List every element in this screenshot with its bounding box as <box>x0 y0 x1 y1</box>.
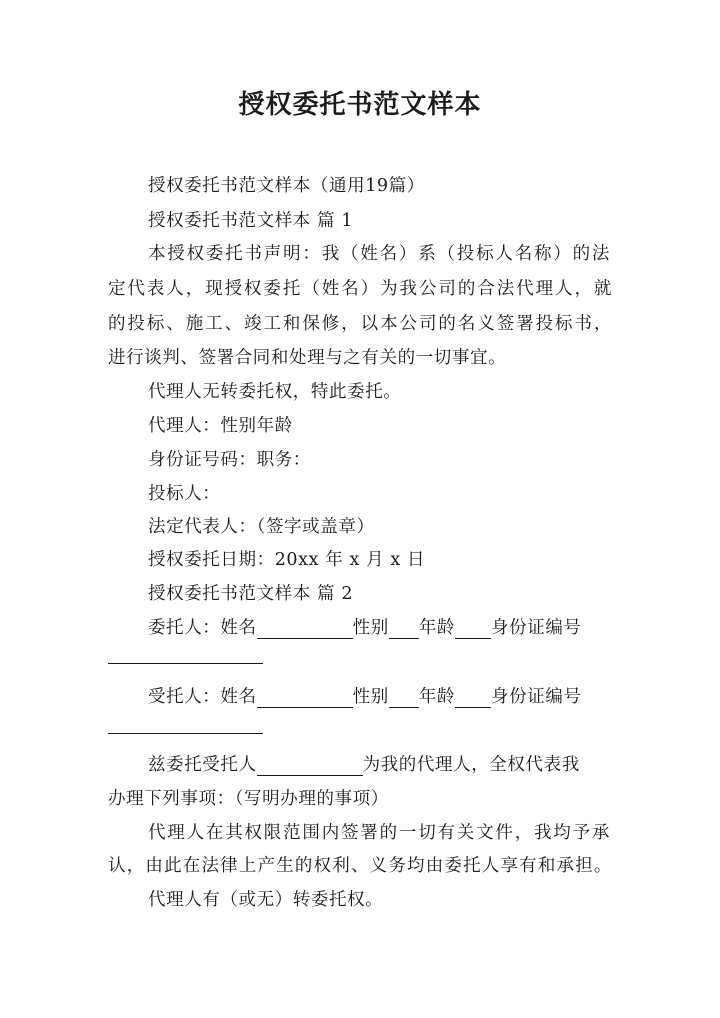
principal-age-blank[interactable] <box>455 620 491 639</box>
paragraph-line: 定代表人，现授权委托（姓名）为我公司的合法代理人，就 <box>108 279 612 299</box>
entrust-matters-line: 办理下列事项：（写明办理的事项） <box>108 789 389 809</box>
subdelegation-text: 代理人有（或无）转委托权。 <box>148 890 384 910</box>
trustee-name-blank[interactable] <box>257 689 353 708</box>
entrusted-agent-blank[interactable] <box>257 757 363 776</box>
principal-id-blank[interactable] <box>108 663 263 664</box>
principal-gender-label: 性别 <box>352 618 389 638</box>
section-2-heading: 授权委托书范文样本 篇 2 <box>148 584 354 604</box>
principal-row <box>148 614 582 639</box>
trustee-gender-blank[interactable] <box>389 689 419 708</box>
trustee-row <box>148 683 582 708</box>
trustee-age-blank[interactable] <box>455 689 491 708</box>
section-1-heading: 授权委托书范文样本 篇 1 <box>148 211 354 231</box>
principal-age-label: 年龄 <box>418 618 456 638</box>
bidder-field: 投标人： <box>148 484 221 504</box>
trustee-id-label: 身份证编号 <box>491 687 582 707</box>
principal-name-label: 委托人：姓名 <box>148 618 257 638</box>
principal-gender-blank[interactable] <box>389 620 419 639</box>
trustee-gender-label: 性别 <box>352 687 389 707</box>
trustee-id-blank[interactable] <box>108 733 263 734</box>
document-title: 授权委托书范文样本 <box>238 90 482 120</box>
trustee-name-label: 受托人：姓名 <box>148 687 257 707</box>
entrust-line <box>148 751 580 776</box>
paragraph-line: 认，由此在法律上产生的权利、义务均由委托人享有和承担。 <box>108 856 612 876</box>
id-number-field: 身份证号码：职务： <box>148 450 311 470</box>
paragraph-line: 本授权委托书声明：我（姓名）系（投标人名称）的法 <box>148 244 610 264</box>
legal-representative-field: 法定代表人：（签字或盖章） <box>148 517 375 537</box>
principal-name-blank[interactable] <box>257 620 353 639</box>
no-subdelegation-text: 代理人无转委托权，特此委托。 <box>148 382 402 402</box>
document-subtitle: 授权委托书范文样本（通用19篇） <box>148 176 425 196</box>
paragraph-line: 代理人在其权限范围内签署的一切有关文件，我均予承 <box>148 823 610 843</box>
trustee-age-label: 年龄 <box>418 687 456 707</box>
entrust-text-post: 为我的代理人，全权代表我 <box>362 755 580 775</box>
authorization-date-field: 授权委托日期：20xx 年 x 月 x 日 <box>148 550 426 570</box>
principal-id-label: 身份证编号 <box>491 618 582 638</box>
paragraph-line: 的投标、施工、竣工和保修，以本公司的名义签署投标书， <box>108 314 612 334</box>
entrust-text-pre: 兹委托受托人 <box>148 755 257 775</box>
paragraph-line: 进行谈判、签署合同和处理与之有关的一切事宜。 <box>108 348 507 368</box>
agent-field: 代理人：性别年龄 <box>148 416 293 436</box>
